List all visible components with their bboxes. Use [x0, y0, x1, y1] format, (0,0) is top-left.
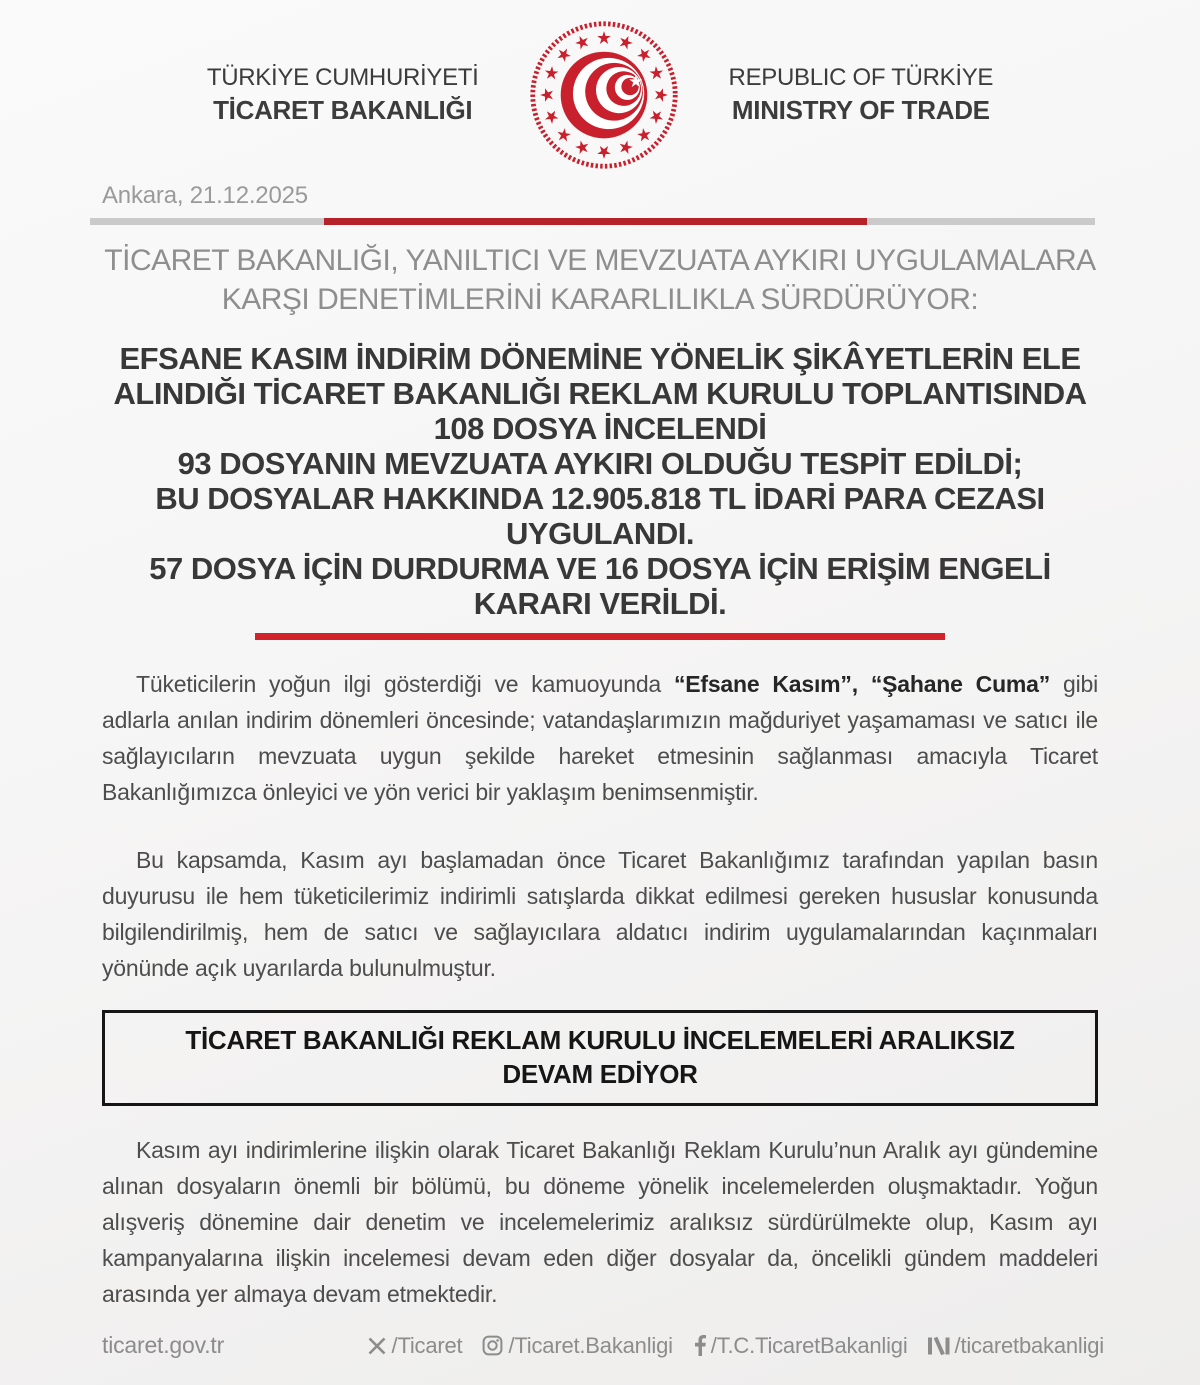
- ministry-of-trade-emblem-logo: [527, 18, 681, 172]
- header-rule: [90, 218, 1095, 225]
- headline-line1: EFSANE KASIM İNDİRİM DÖNEMİNE YÖNELİK ŞİKÂYETLERİN ELE: [119, 341, 1081, 376]
- social-link-x[interactable]: [367, 1333, 463, 1359]
- main-headline: [60, 341, 1140, 621]
- dateline: Ankara, 21.12.2025: [102, 182, 308, 209]
- headline-line3: 108 DOSYA İNCELENDİ: [433, 411, 767, 446]
- footer: [102, 1332, 1104, 1359]
- paragraph-1-bold-campaign-names: “Efsane Kasım”, “Şahane Cuma”: [673, 671, 1051, 697]
- red-divider: [255, 633, 945, 640]
- emblem-crescent-spiral: [560, 49, 653, 139]
- social-handle-facebook: /T.C.TicaretBakanligi: [710, 1332, 908, 1358]
- header-left-title: [207, 64, 479, 126]
- subheadline: [70, 241, 1130, 319]
- paragraph-1-lead: Tüketicilerin yoğun ilgi gösterdiği ve kamuoyunda: [136, 671, 674, 697]
- instagram-icon: [482, 1335, 503, 1356]
- social-link-instagram[interactable]: [482, 1333, 672, 1359]
- social-handle-nsosyal: /ticaretbakanligi: [954, 1332, 1104, 1358]
- paragraph-1: [102, 666, 1098, 810]
- social-handle-x: /Ticaret: [391, 1332, 463, 1358]
- subheadline-line1: TİCARET BAKANLIĞI, YANILTICI VE MEVZUATA AYKIRI UYGULAMALARA: [104, 244, 1096, 277]
- facebook-icon: [693, 1335, 706, 1356]
- header-right-line1: REPUBLIC OF TÜRKİYE: [728, 64, 994, 91]
- social-handle-instagram: /Ticaret.Bakanligi: [508, 1332, 673, 1358]
- headline-line8: KARARI VERİLDİ.: [473, 586, 727, 621]
- boxed-heading-line2: DEVAM EDİYOR: [502, 1059, 698, 1089]
- rule-red-center: [324, 218, 867, 225]
- headline-line7: 57 DOSYA İÇİN DURDURMA VE 16 DOSYA İÇİN ERİŞİM ENGELİ: [149, 551, 1051, 586]
- rule-gray-right: [867, 218, 1095, 225]
- header-right-title: [729, 64, 994, 126]
- social-link-facebook[interactable]: [693, 1333, 908, 1359]
- header-left-line1: TÜRKİYE CUMHURİYETİ: [206, 64, 479, 91]
- headline-line2: ALINDIĞI TİCARET BAKANLIĞI REKLAM KURULU TOPLANTISINDA: [113, 376, 1087, 411]
- x-icon: [367, 1336, 387, 1356]
- rule-gray-left: [90, 218, 324, 225]
- header-left-line2: TİCARET BAKANLIĞI: [213, 95, 473, 126]
- subheadline-line2: KARŞI DENETİMLERİNİ KARARLILIKLA SÜRDÜRÜYOR:: [221, 283, 979, 316]
- headline-line5: BU DOSYALAR HAKKINDA 12.905.818 TL İDARİ PARA CEZASI: [155, 481, 1045, 516]
- headline-line4: 93 DOSYANIN MEVZUATA AYKIRI OLDUĞU TESPİT EDİLDİ;: [177, 446, 1023, 481]
- headline-line6: UYGULANDI.: [506, 516, 694, 551]
- paragraph-3: Kasım ayı indirimlerine ilişkin olarak Ticaret Bakanlığı Reklam Kurulu’nun Aralık ayı gündemine alınan dosyaların önemli bir bölümü, bu döneme yönelik incelemelerden oluşmaktadır. Yoğun alışveriş dönemine dair denetim ve incelemelerimiz aralıksız sürdürülmekte olup, Kasım ayı kampanyalarına ilişkin incelemesi devam eden diğer dosyalar da, öncelikli gündem maddeleri arasında yer almaya devam etmektedir.: [102, 1137, 1098, 1307]
- footer-social-links: [367, 1333, 1104, 1359]
- paragraph-2: Bu kapsamda, Kasım ayı başlamadan önce Ticaret Bakanlığımız tarafından yapılan basın duyurusu ile hem tüketicilerimiz indirimli satışlarda dikkat edilmesi gereken hususlar konusunda bilgilendirilmiş, hem de satıcı ve sağlayıcılara aldatıcı indirim uygulamalarından kaçınmaları yönünde açık uyarılarda bulunulmuştur.: [102, 847, 1098, 981]
- footer-website-link[interactable]: ticaret.gov.tr: [102, 1332, 225, 1358]
- boxed-heading-line1: TİCARET BAKANLIĞI REKLAM KURULU İNCELEMELERİ ARALIKSIZ: [185, 1025, 1015, 1055]
- boxed-heading: [102, 1010, 1098, 1106]
- header: [0, 0, 1200, 174]
- social-link-nsosyal[interactable]: [928, 1333, 1104, 1359]
- header-right-line2: MINISTRY OF TRADE: [731, 95, 990, 126]
- paragraph-1-rest: gibi adlarla anılan indirim dönemleri öncesinde; vatandaşlarımızın mağduriyet yaşamaması ve satıcı ile sağlayıcıların mevzuata uygun şekilde hareket etmesinin sağlanması amacıyla Ticaret Bakanlığımızca önleyici ve yön verici bir yaklaşım benimsenmiştir.: [102, 671, 1098, 805]
- nsosyal-icon: [928, 1336, 950, 1356]
